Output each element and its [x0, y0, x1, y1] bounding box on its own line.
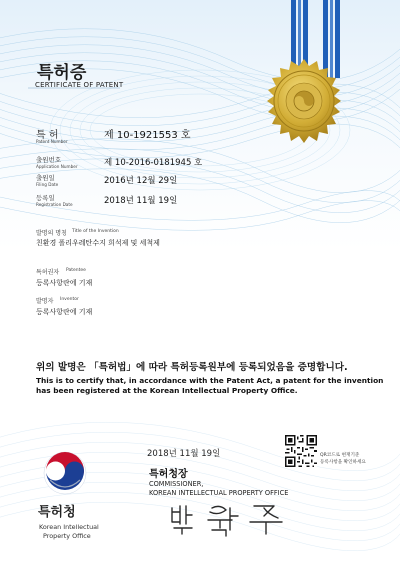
- declaration-korean: 위의 발명은 「특허법」에 따라 특허등록원부에 등록되었음을 증명합니다.: [36, 362, 348, 373]
- commissioner-title: 특허청장: [149, 469, 188, 480]
- patentee-value: 등록사항란에 기재: [36, 279, 93, 287]
- office-name-english-1: Korean Intellectual: [39, 523, 99, 531]
- office-name-english-2: Property Office: [43, 532, 91, 540]
- issue-date: 2018년 11월 19일: [147, 449, 221, 459]
- office-name: 특허청: [38, 505, 76, 520]
- application-number-label: 출원번호: [36, 156, 62, 164]
- patentee-label: 특허권자: [36, 269, 60, 276]
- declaration-english-line-2: has been registered at the Korean Intellectual Property Office.: [36, 386, 298, 395]
- declaration-english-line-1: This is to certify that, in accordance with the Patent Act, a patent for the invention: [36, 376, 384, 385]
- qr-code[interactable]: [285, 435, 317, 467]
- qr-caption-1: QR코드로 현재기준: [320, 453, 360, 458]
- registration-date-value: 2018년 11월 19일: [104, 196, 178, 206]
- application-number-label-english: Application Number: [36, 164, 78, 169]
- invention-title-label: 발명의 명칭: [36, 230, 67, 237]
- commissioner-title-english-1: COMMISSIONER,: [149, 480, 204, 488]
- patent-number-value: 제 10-1921553 호: [104, 130, 191, 141]
- commissioner-signature: [168, 498, 296, 538]
- inventor-label: 발명자: [36, 298, 54, 305]
- inventor-label-english: Inventor: [60, 297, 79, 302]
- filing-date-value: 2016년 12월 29일: [104, 176, 178, 186]
- application-number-value: 제 10-2016-0181945 호: [104, 158, 203, 168]
- invention-title-label-english: Title of the Invention: [72, 229, 119, 234]
- gold-seal: [261, 58, 347, 144]
- qr-caption-2: 등록사항을 확인하세요: [320, 460, 366, 465]
- patentee-label-english: Patentee: [66, 268, 86, 273]
- registration-date-label: 등록일: [36, 194, 55, 202]
- filing-date-label: 출원일: [36, 174, 55, 182]
- filing-date-label-english: Filing Date: [36, 182, 59, 187]
- commissioner-title-english-2: KOREAN INTELLECTUAL PROPERTY OFFICE: [149, 489, 289, 497]
- patent-number-label-english: Patent Number: [36, 139, 68, 144]
- patent-number-label: 특 허: [36, 130, 59, 141]
- inventor-value: 등록사항란에 기재: [36, 308, 93, 316]
- registration-date-label-english: Registration Date: [36, 202, 73, 207]
- certificate-title-english: CERTIFICATE OF PATENT: [35, 81, 124, 89]
- certificate-title: 특허증: [37, 63, 87, 83]
- kipo-logo-icon: [42, 450, 88, 496]
- invention-title-value: 친환경 폴리우레탄수지 희석제 및 세척제: [36, 239, 160, 247]
